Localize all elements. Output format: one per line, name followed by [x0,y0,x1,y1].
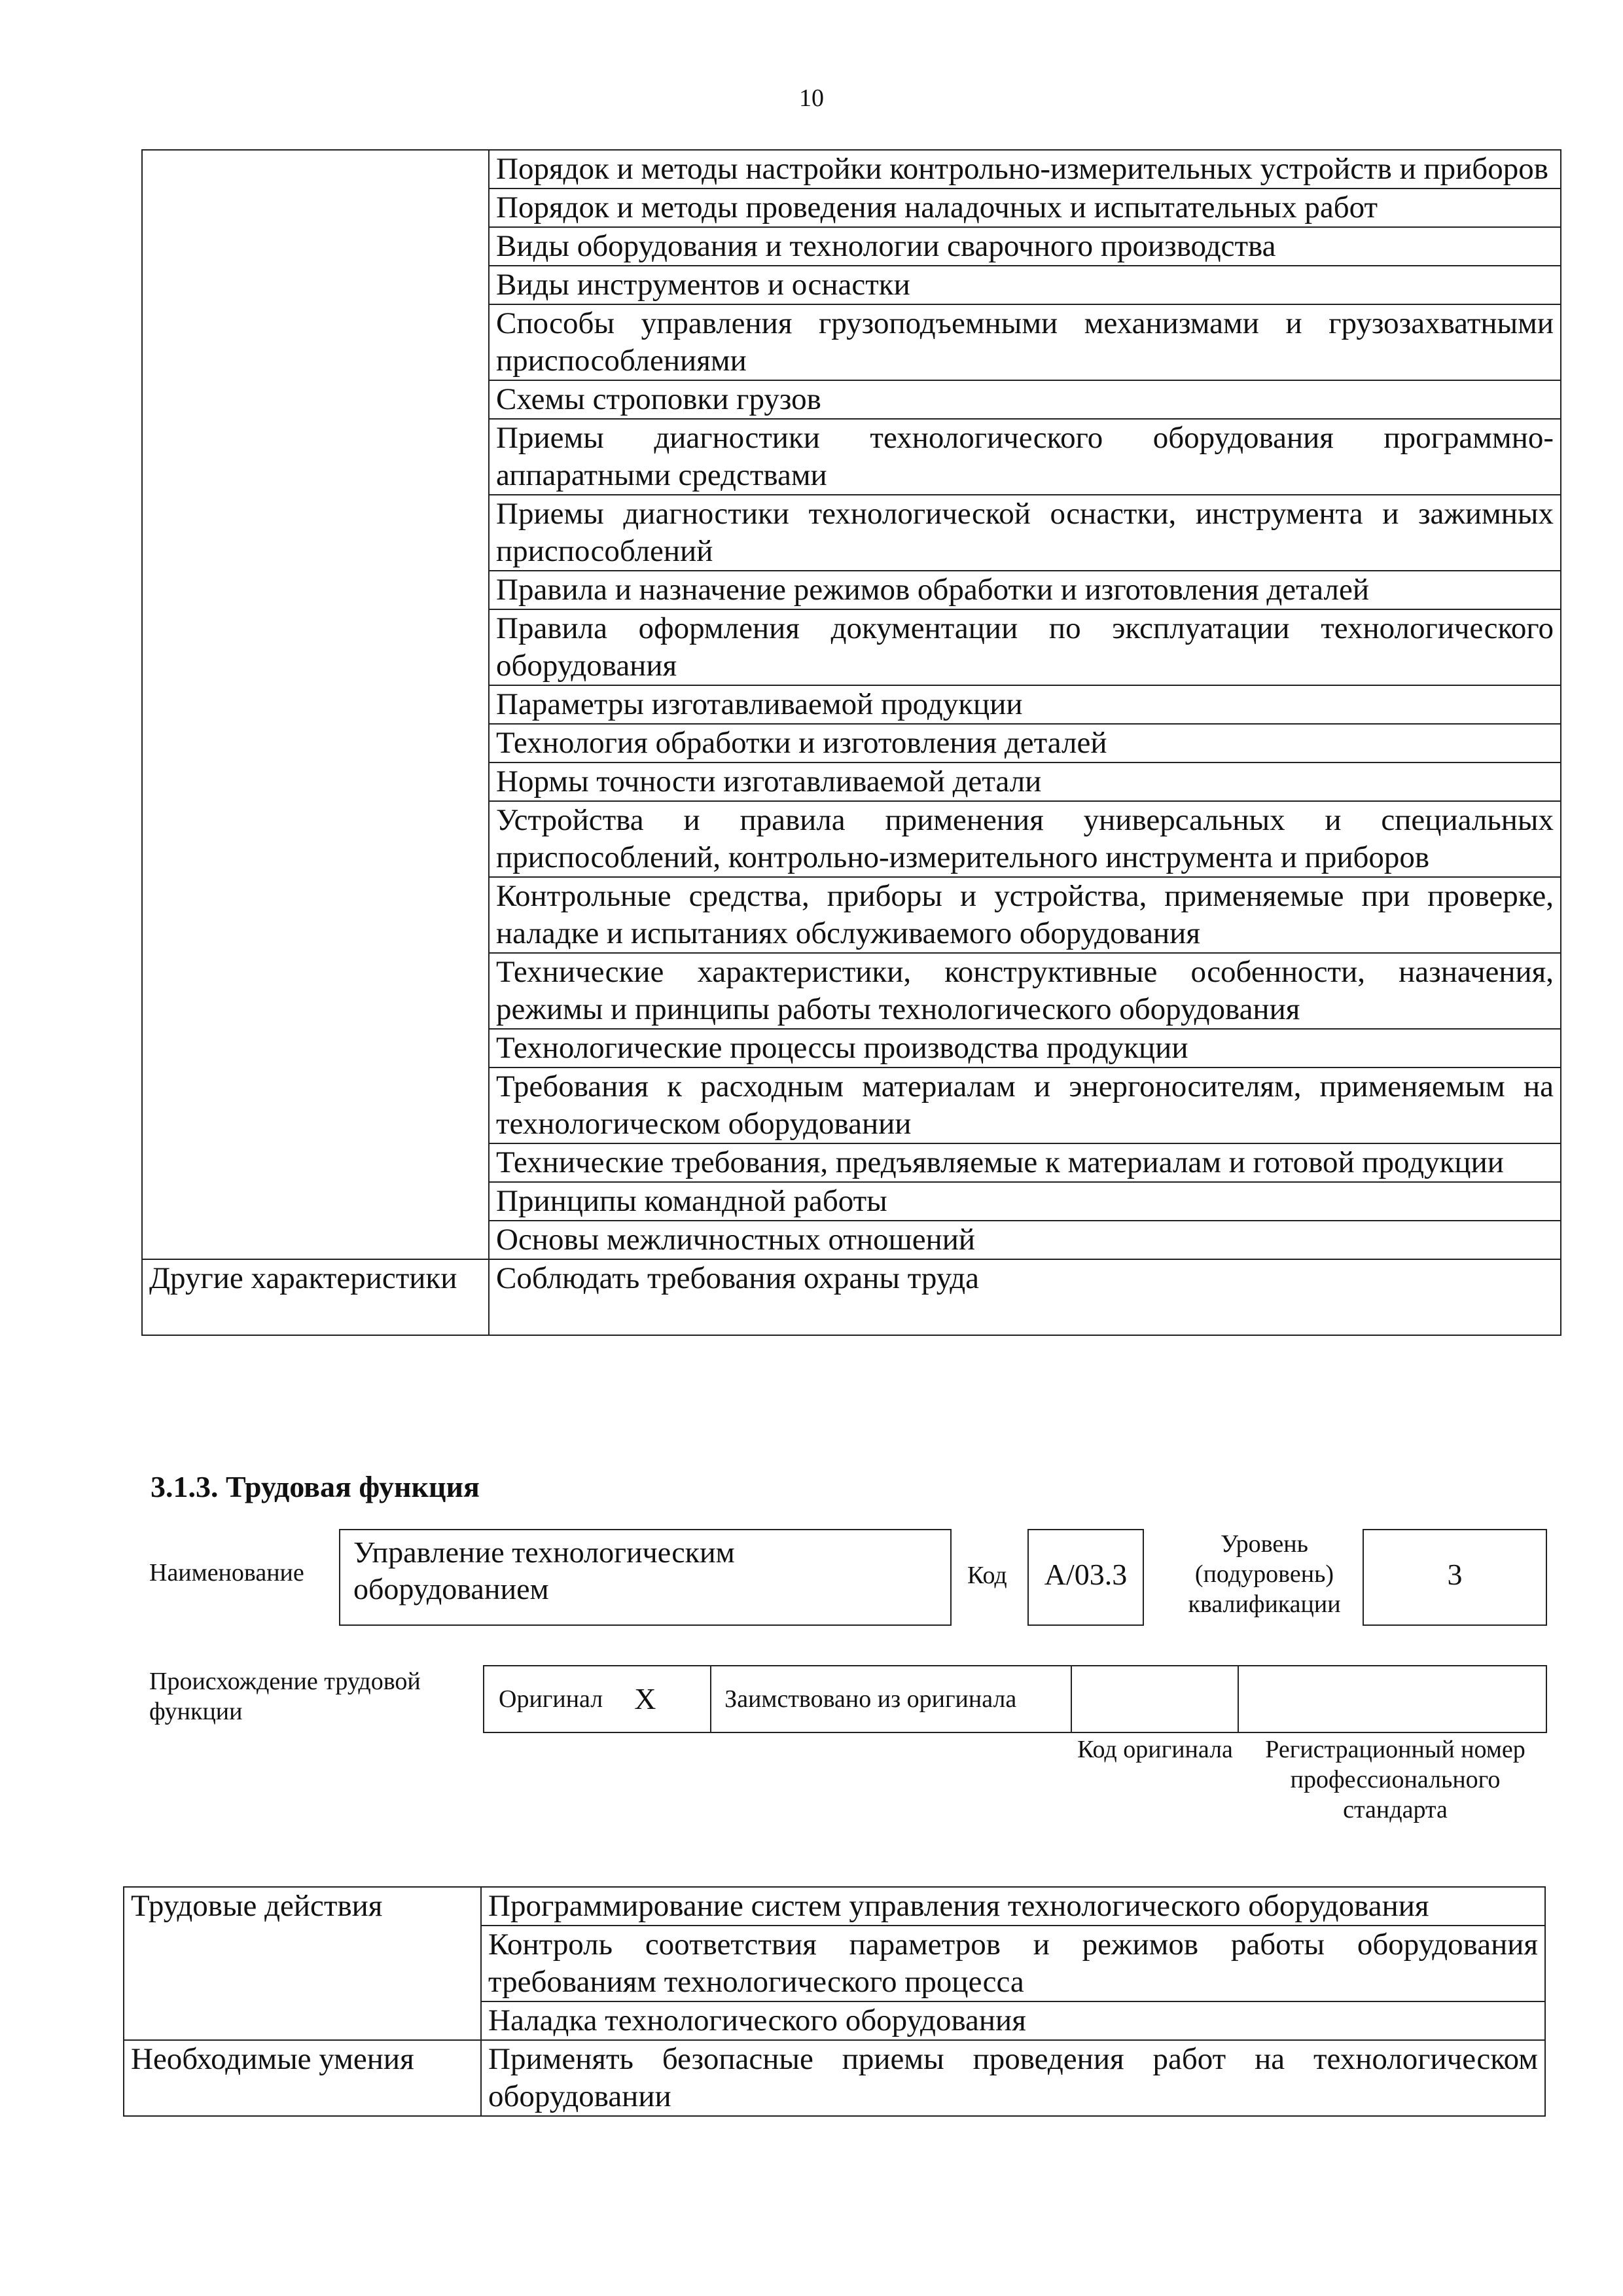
knowledge-row [142,150,1561,188]
knowledge-item: Порядок и методы настройки контрольно-измерительных устройств и приборов [489,150,1561,188]
knowledge-table-body [142,150,1561,1335]
origin-original-mark: X [634,1682,656,1715]
qualification-level-label: Уровень (подуровень) квалификации [1188,1530,1341,1618]
origin-row [483,1665,1547,1733]
qualification-level-field: 3 [1363,1529,1547,1626]
origin-borrowed-cell [711,1666,1072,1732]
required-skills-label: Необходимые умения [124,2040,481,2116]
origin-original-cell [484,1666,711,1732]
knowledge-item: Технология обработки и изготовления деталей [489,724,1561,762]
code-label: Код [967,1562,1007,1589]
registration-number-cell [1239,1666,1546,1732]
labor-action: Контроль соответствия параметров и режимов работы оборудования требованиям технологического процесса [481,1926,1545,2001]
labor-actions-label: Трудовые действия [124,1887,481,2040]
origin-original-label: Оригинал [499,1685,603,1713]
knowledge-item: Правила оформления документации по эксплуатации технологического оборудования [489,609,1561,685]
labor-action-row [124,1887,1545,1926]
required-skill: Применять безопасные приемы проведения работ на технологическом оборудовании [481,2040,1545,2116]
page-number: 10 [799,84,824,112]
knowledge-item: Устройства и правила применения универсальных и специальных приспособлений, контрольно-измерительного инструмента и приборов [489,801,1561,877]
function-code-field: А/03.3 [1027,1529,1144,1626]
required-skill-row [124,2040,1545,2116]
knowledge-item: Правила и назначение режимов обработки и изготовления деталей [489,571,1561,609]
knowledge-item: Способы управления грузоподъемными механизмами и грузозахватными приспособлениями [489,304,1561,380]
section-heading: 3.1.3. Трудовая функция [151,1470,480,1503]
knowledge-table [141,149,1561,1336]
other-characteristics-label: Другие характеристики [142,1259,489,1335]
origin-label: Происхождение трудовой функции [149,1668,421,1725]
original-code-caption: Код оригинала [1077,1736,1233,1763]
knowledge-item: Основы межличностных отношений [489,1221,1561,1259]
knowledge-item: Схемы строповки грузов [489,380,1561,419]
knowledge-item: Требования к расходным материалам и энергоносителям, применяемым на технологическом оборудовании [489,1067,1561,1143]
knowledge-item: Принципы командной работы [489,1182,1561,1221]
knowledge-label-cell [142,150,489,1259]
other-characteristics-value: Соблюдать требования охраны труда [489,1259,1561,1335]
knowledge-item: Параметры изготавливаемой продукции [489,685,1561,724]
registration-number-caption: Регистрационный номер профессионального стандарта [1265,1736,1525,1823]
name-label: Наименование [149,1559,304,1587]
labor-action: Программирование систем управления технологического оборудования [481,1887,1545,1926]
knowledge-item: Контрольные средства, приборы и устройства, применяемые при проверке, наладке и испытаниях обслуживаемого оборудования [489,877,1561,953]
knowledge-item: Приемы диагностики технологического оборудования программно-аппаратными средствами [489,419,1561,495]
origin-borrowed-label: Заимствовано из оригинала [724,1685,1017,1713]
original-code-cell [1072,1666,1239,1732]
knowledge-item: Технологические процессы производства продукции [489,1029,1561,1067]
knowledge-item: Технические требования, предъявляемые к материалам и готовой продукции [489,1143,1561,1182]
other-characteristics-row [142,1259,1561,1335]
knowledge-item: Приемы диагностики технологической оснастки, инструмента и зажимных приспособлений [489,495,1561,571]
knowledge-item: Порядок и методы проведения наладочных и испытательных работ [489,188,1561,227]
actions-table [123,1886,1546,2117]
knowledge-item: Виды инструментов и оснастки [489,266,1561,304]
knowledge-item: Виды оборудования и технологии сварочного производства [489,227,1561,266]
labor-action: Наладка технологического оборудования [481,2001,1545,2040]
knowledge-item: Нормы точности изготавливаемой детали [489,762,1561,801]
actions-table-body [124,1887,1545,2116]
function-name-field: Управление технологическим оборудованием [339,1529,952,1626]
knowledge-item: Технические характеристики, конструктивные особенности, назначения, режимы и принципы работы технологического оборудования [489,953,1561,1029]
